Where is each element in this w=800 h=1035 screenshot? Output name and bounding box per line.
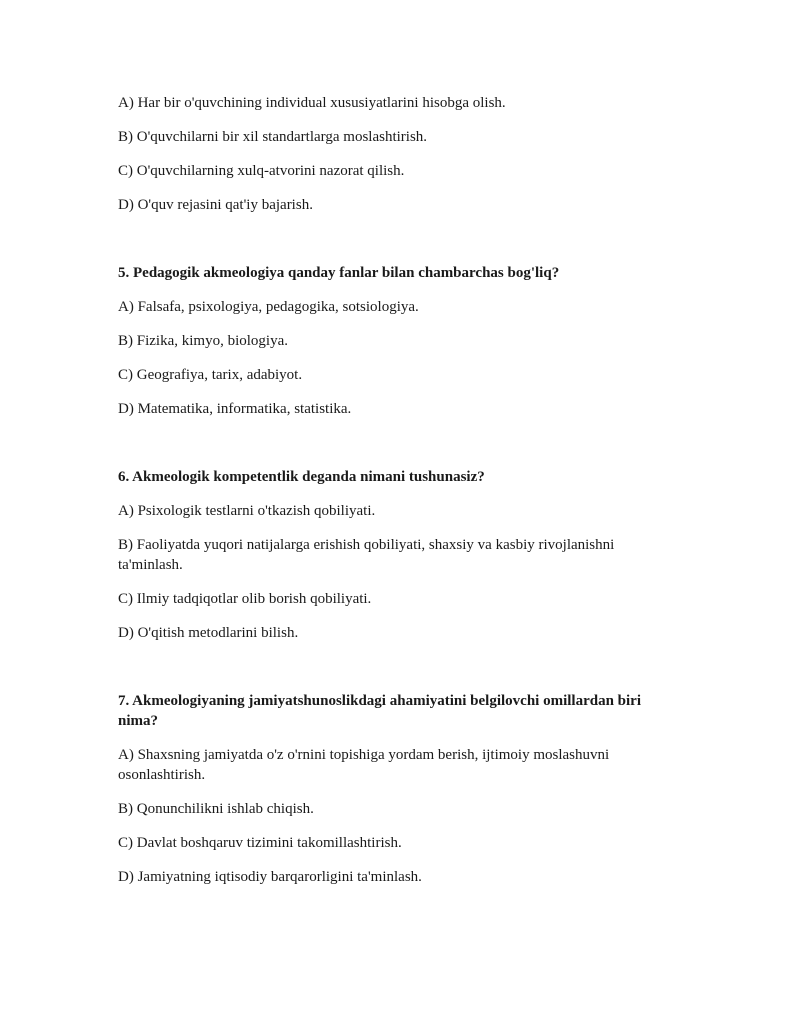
option-c: C) Geografiya, tarix, adabiyot. bbox=[118, 367, 303, 383]
document-page bbox=[118, 93, 678, 901]
question-text: 5. Pedagogik akmeologiya qanday fanlar bilan chambarchas bog'liq? bbox=[118, 265, 560, 281]
option-c: C) Davlat boshqaruv tizimini takomillashtirish. bbox=[118, 835, 402, 851]
option-b: B) Fizika, kimyo, biologiya. bbox=[118, 333, 288, 349]
question-block-6 bbox=[118, 467, 678, 643]
option-d: D) O'qitish metodlarini bilish. bbox=[118, 625, 299, 641]
option-a: A) Shaxsning jamiyatda o'z o'rnini topishiga yordam berish, ijtimoiy moslashuvni osonlashtirish. bbox=[118, 747, 610, 783]
option-d: D) Jamiyatning iqtisodiy barqarorligini ta'minlash. bbox=[118, 869, 422, 885]
question-block-5 bbox=[118, 263, 678, 419]
option-a: A) Psixologik testlarni o'tkazish qobiliyati. bbox=[118, 503, 376, 519]
question-text: 7. Akmeologiyaning jamiyatshunoslikdagi ahamiyatini belgilovchi omillardan biri nima? bbox=[118, 693, 642, 729]
option-b: B) Qonunchilikni ishlab chiqish. bbox=[118, 801, 314, 817]
question-text: 6. Akmeologik kompetentlik deganda nimani tushunasiz? bbox=[118, 469, 485, 485]
option-b: B) Faoliyatda yuqori natijalarga erishish qobiliyati, shaxsiy va kasbiy rivojlanishni ta'minlash. bbox=[118, 537, 615, 573]
option-d: D) Matematika, informatika, statistika. bbox=[118, 401, 352, 417]
option-b: B) O'quvchilarni bir xil standartlarga moslashtirish. bbox=[118, 129, 428, 145]
spacer bbox=[118, 433, 678, 467]
option-a: A) Falsafa, psixologiya, pedagogika, sotsiologiya. bbox=[118, 299, 419, 315]
option-c: C) Ilmiy tadqiqotlar olib borish qobiliyati. bbox=[118, 591, 372, 607]
question-block-7 bbox=[118, 691, 678, 887]
option-d: D) O'quv rejasini qat'iy bajarish. bbox=[118, 197, 313, 213]
spacer bbox=[118, 657, 678, 691]
spacer bbox=[118, 229, 678, 263]
option-a: A) Har bir o'quvchining individual xususiyatlarini hisobga olish. bbox=[118, 95, 506, 111]
option-c: C) O'quvchilarning xulq-atvorini nazorat qilish. bbox=[118, 163, 405, 179]
question-block-4 bbox=[118, 93, 678, 215]
